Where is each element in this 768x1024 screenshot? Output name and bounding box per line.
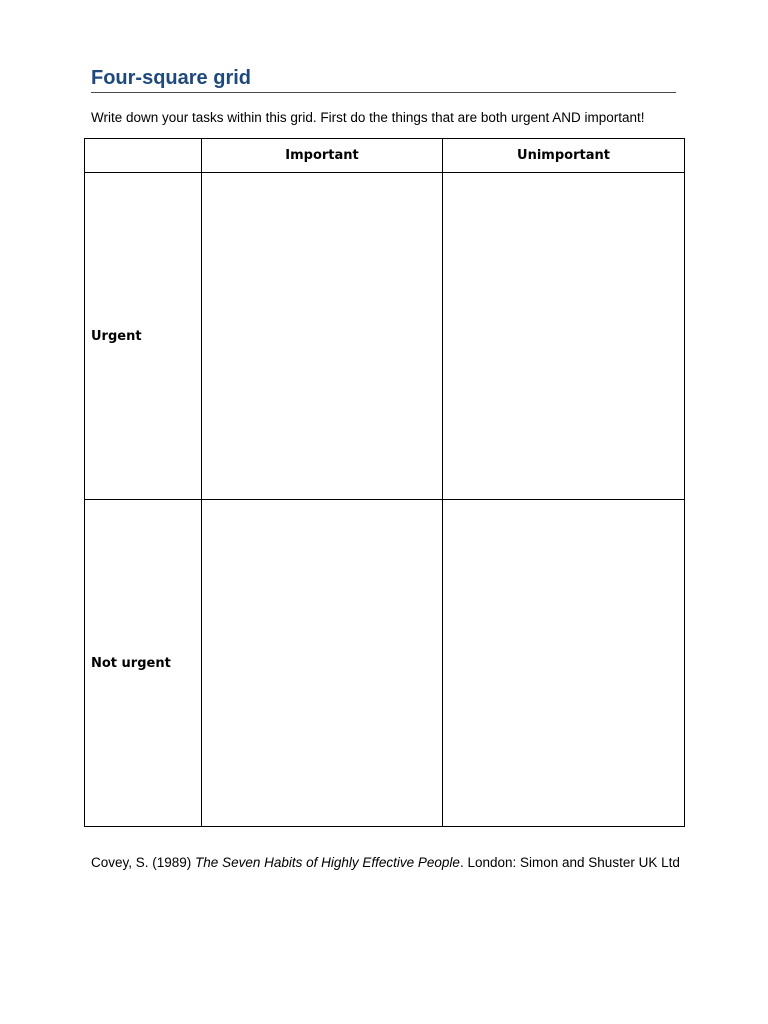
citation-work-title: The Seven Habits of Highly Effective People <box>195 855 460 870</box>
citation <box>91 854 681 872</box>
intro-text: Write down your tasks within this grid. First do the things that are both urgent AND important! <box>91 110 645 125</box>
grid-row-not-urgent <box>85 500 685 827</box>
page-title: Four-square grid <box>91 67 252 89</box>
grid-header-row <box>85 139 685 173</box>
citation-prefix: Covey, S. (1989) <box>91 855 196 870</box>
title-divider <box>91 92 676 93</box>
column-header-important: Important <box>202 139 443 173</box>
cell-urgent-unimportant[interactable] <box>443 173 685 500</box>
row-header-urgent: Urgent <box>85 173 202 500</box>
grid-row-urgent <box>85 173 685 500</box>
cell-not-urgent-unimportant[interactable] <box>443 500 685 827</box>
row-header-not-urgent: Not urgent <box>85 500 202 827</box>
column-header-unimportant: Unimportant <box>443 139 685 173</box>
grid-corner-cell <box>85 139 202 173</box>
cell-urgent-important[interactable] <box>202 173 443 500</box>
four-square-grid <box>84 138 685 827</box>
cell-not-urgent-important[interactable] <box>202 500 443 827</box>
citation-suffix: . London: Simon and Shuster UK Ltd <box>459 855 680 870</box>
